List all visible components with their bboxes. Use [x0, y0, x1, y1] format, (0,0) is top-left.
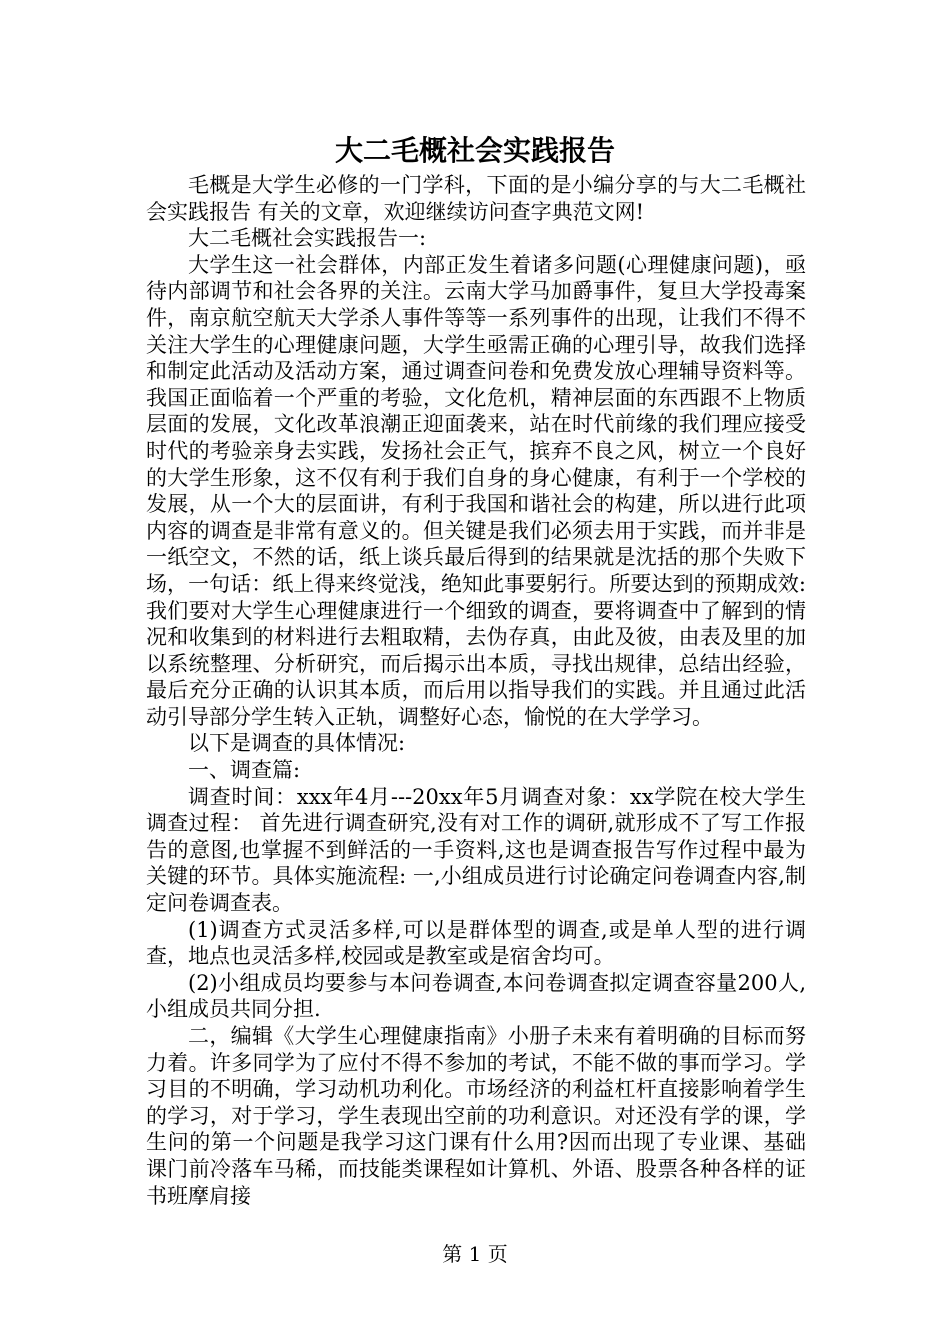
paragraph-handbook: 二，编辑《大学生心理健康指南》小册子未来有着明确的目标而努力着。许多同学为了应付不得不参加的考试，不能不做的事而学习。学习目的不明确，学习动机功利化。市场经济的利益杠杆直接影响着学生的学习，对于学习，学生表现出空前的功利意识。对还没有学的课，学生问的第一个问题是我学习这门课有什么用?因而出现了专业课、基础课门前冷落车马稀，而技能类课程如计算机、外语、股票各种各样的证书班摩肩接: [146, 1024, 806, 1208]
paragraph-report-heading: 大二毛概社会实践报告一:: [188, 226, 427, 251]
page-number: 第 1 页: [442, 1242, 508, 1266]
paragraph-survey-time: 调查时间：xxx年4月---20xx年5月调查对象：xx学院在校大学生调查过程： 首先进行调查研究,没有对工作的调研,就形成不了写工作报告的意图,也掌握不到鲜活的一手资料,这也是调查报告写作过程中最为关键的环节。具体实施流程: 一,小组成员进行讨论确定问卷调查内容,制定问卷调查表。: [146, 784, 806, 916]
section-heading-survey: 一、调查篇:: [188, 758, 301, 783]
paragraph-survey-intro: 以下是调查的具体情况:: [188, 731, 406, 756]
paragraph-survey-method: (1)调查方式灵活多样,可以是群体型的调查,或是单人型的进行调查，地点也灵活多样,校园或是教室或是宿舍均可。: [146, 917, 806, 969]
document-title: 大二毛概社会实践报告: [334, 134, 615, 167]
document-body: [146, 172, 806, 1209]
paragraph-survey-capacity: (2)小组成员均要参与本问卷调查,本问卷调查拟定调查容量200人,小组成员共同分担.: [146, 970, 806, 1022]
paragraph-intro: 毛概是大学生必修的一门学科，下面的是小编分享的与大二毛概社会实践报告 有关的文章，欢迎继续访问查字典范文网!: [146, 173, 806, 224]
paragraph-background: 大学生这一社会群体，内部正发生着诸多问题(心理健康问题)，亟待内部调节和社会各界的关注。云南大学马加爵事件，复旦大学投毒案件，南京航空航天大学杀人事件等等一系列事件的出现，让我们不得不关注大学生的心理健康问题，大学生亟需正确的心理引导，故我们选择和制定此活动及活动方案，通过调查问卷和免费发放心理辅导资料等。 我国正面临着一个严重的考验，文化危机，精神层面的东西跟不上物质层面的发展，文化改革浪潮正迎面袭来，站在时代前缘的我们理应接受时代的考验亲身去实践，发扬社会正气，摈弃不良之风，树立一个良好的大学生形象，这不仅有利于我们自身的身心健康，有利于一个学校的发展，从一个大的层面讲，有利于我国和谐社会的构建，所以进行此项内容的调查是非常有意义的。但关键是我们必须去用于实践，而并非是一纸空文，不然的话，纸上谈兵最后得到的结果就是沈括的那个失败下场，一句话：纸上得来终觉浅，绝知此事要躬行。所要达到的预期成效:我们要对大学生心理健康进行一个细致的调查，要将调查中了解到的情况和收集到的材料进行去粗取精，去伪存真，由此及彼，由表及里的加以系统整理、分析研究，而后揭示出本质，寻找出规律，总结出经验，最后充分正确的认识其本质，而后用以指导我们的实践。并且通过此活动引导部分学生转入正轨，调整好心态，愉悦的在大学学习。: [146, 252, 806, 729]
